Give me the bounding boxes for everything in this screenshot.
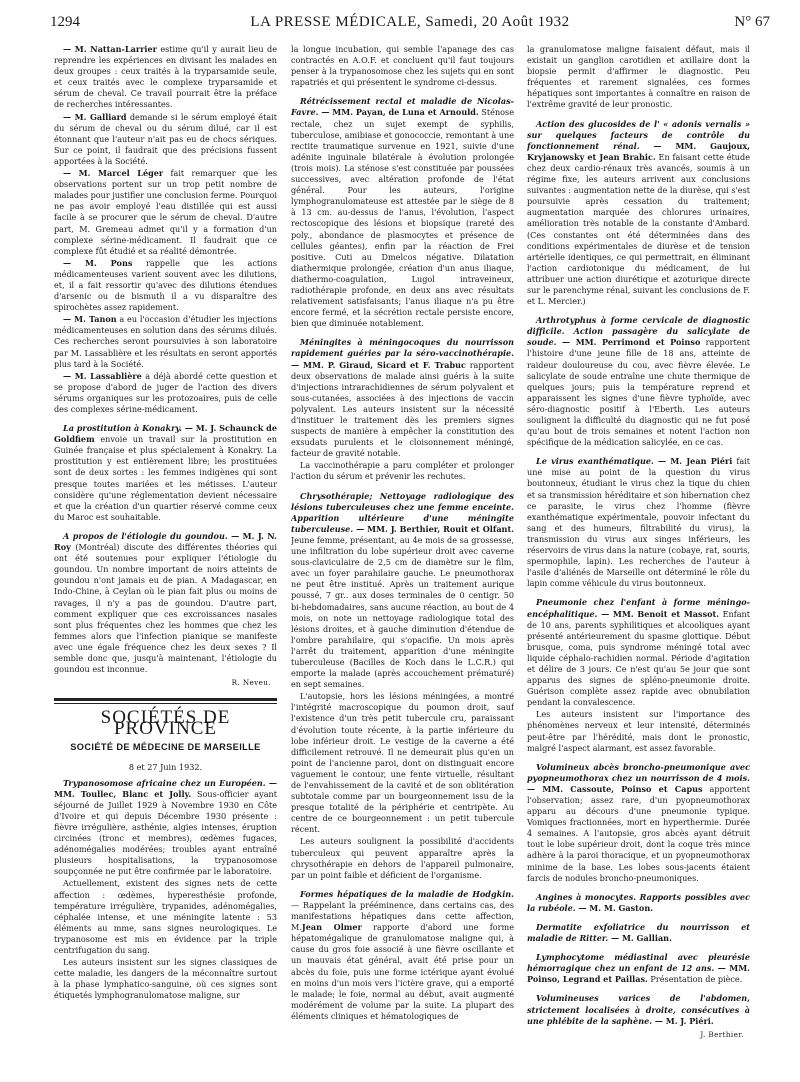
column-1	[54, 44, 277, 1074]
paragraph: Actuellement, existent des signes nets de cette affection : œdèmes, hyperesthésie profonde, température irrégulière, trypanides, adénomégalies, céphalée intense, et une méningite latente : 53 éléments au mme, sans signes neurologiques. Le trypanosome est mis en évidence par la triple centrifugation du sang.	[54, 878, 277, 956]
paragraph-text: rapportent l'histoire d'une jeune fille de 18 ans, atteinte de raideur douloureuse du cou, avec fièvre élevée. Le salicylate de soude entraîne une chute thermique de quelques jours; puis la température reprend et apparaissent les signes d'une fièvre typhoïde, avec séro-diagnostic positif à l'Eberth. Les auteurs soulignent la difficulté du diagnostic qui ne fut posé qu'au bout de trois semaines et notent l'action non spécifique de la médication salicylée, en ce cas.	[527, 337, 750, 448]
paragraph: la granulomatose maligne faisaient défaut, mais il existait un ganglion carotidien et axillaire dont la biopsie permit d'affirmer le diagnostic. Peu fréquentes et rarement signalées, ces formes hépatiques sont importantes à connaître en raison de l'extrême gravité de leur pronostic.	[527, 44, 750, 110]
paragraph-text: Sous-officier ayant séjourné de Juillet 1929 à Novembre 1930 en Côte d'Ivoire et qui depuis Décembre 1930 présente : fièvre irrégulière, asthénie, algies intenses, éruption circinées (tronc et membres), œdèmes fugaces, adénomégalies modérées; troubles ayant entraîné plusieurs hospitalisations, la trypanosomose soupçonnée ne put être confirmée par le laboratoire.	[54, 788, 277, 877]
author-names: — MM. Cassoute, Poinso et Capus	[527, 783, 703, 794]
paragraph-text: En faisant cette étude chez deux cardio-rénaux très avancés, soumis à un régime fixe, les auteurs arrivent aux conclusions suivantes : augmentation nette de la diurèse, qui s'est poursuivie après cessation du traitement; augmentation marquée des chlorures urinaires, amélioration très notable de la constante d'Ambard. (Ces constantes ont été déterminées dans des conditions expérimentales de diurèse et de tension artérielle identiques, ce qui permettrait, en éliminant l'action cardiotonique du médicament, de lui attribuer une action diurétique et azoturique directe sur le parenchyme rénal, suivant les conclusions de F. et L. Mercier.)	[527, 151, 750, 307]
communication-title: Trypanosomose africaine chez un Européen.	[63, 777, 266, 788]
paragraph-text: Sténose rectale, chez un sujet exempt de syphilis, tuberculose, amibiase et gonococcie, remontant à une rectite traumatique survenue en 1921, suivie d'une adénite inguinale bilatérale à évolution prolongée (trois mois). La sténose s'est constituée par poussées successives, avec altération profonde de l'état général. Pour les auteurs, l'origine lymphogranulomateuse est attestée par le siège de 8 à 13 cm. au-dessus de l'anus, l'évolution, l'aspect rectoscopique des lésions et biopsique (rareté des poly., abondance de plasmocytes et présence de cellules géantes), enfin par la réaction de Frei positive. Cuti au Dmelcos négative. Dilatation diathermique prolongée, création d'un anus iliaque, diathermo-coagulation, Lugol intraveineux, radiothérapie profonde, en deux ans avec résultats relativement satisfaisants; l'anus iliaque n'a pu être encore fermé, et la sécrétion rectale persiste encore, bien que diminuée notablement.	[291, 107, 514, 329]
communication-title: Le virus exanthématique.	[536, 456, 654, 467]
author-names: — M. Pons	[63, 257, 133, 268]
paragraph	[54, 423, 277, 523]
section-divider	[54, 698, 277, 704]
paragraph	[54, 44, 277, 111]
session-date: 8 et 27 Juin 1932.	[128, 761, 203, 772]
paragraph-text: Présentation de pièce.	[647, 974, 743, 985]
paragraph	[527, 922, 750, 944]
author-names: — MM. Perrimond et Poinso	[556, 337, 701, 348]
communication-title: Méningites à méningocoques du nourrisson rapidement guéries par la séro-vaccinothérapie.	[291, 337, 514, 359]
paragraph	[54, 371, 277, 415]
page-number: 1294	[50, 14, 80, 30]
paragraph-text: a eu l'occasion d'étudier les injections médicamenteuses en solution dans des sérums dilués. Ces recherches seront poursuivies à son laboratoire par M. Lassablière et les résultats en seront apportés plus tard à la Société.	[54, 314, 277, 369]
paragraph	[54, 112, 277, 167]
paragraph	[54, 168, 277, 257]
paragraph	[54, 258, 277, 313]
paragraph: la longue incubation, qui semble l'apanage des cas contractés en A.O.F. et concluent qu'il faut toujours penser à la trypanosomose chez les sujets qui en sont rapatriés et qui présentent le syndrome ci-dessus.	[291, 44, 514, 88]
paragraph	[527, 892, 750, 914]
paragraph: L'autopsie, hors les lésions méningées, a montré l'intégrité macroscopique du poumon droit, sauf l'existence d'un très petit tubercule cru, paraissant d'évolution toute récente, à la partie inférieure du lobe inférieur droit. Le vestige de la caverne a été difficilement retrouvé. Il ne demeurait plus qu'en un point de l'ancienne paroi, dont on distinguait encore vaguement le contour, une fente virtuelle, résultant de l'envahissement de la cavité et de son oblitération subtotale comme par un bourgeonnement issu de la presque totalité de la périphérie et centripète. Au centre de ce bourgeonnement : un petit tubercule récent.	[291, 691, 514, 835]
page-header	[50, 14, 770, 34]
paragraph: Les auteurs insistent sur l'importance des phénomènes nerveux et leur intensité, déterminés peut-être par l'hérédité, mais dont le pronostic, malgré l'aspect alarmant, est assez favorable.	[527, 709, 750, 753]
journal-title: LA PRESSE MÉDICALE, Samedi, 20 Août 1932	[250, 14, 570, 30]
author-names: — M. Jean Piéri	[653, 456, 733, 467]
paragraph	[291, 491, 514, 691]
paragraph-text: (Montréal) discute des différentes théories qui ont été soutenues pour expliquer l'étiologie du goundou. Un nombre important de noirs atteints de goundou n'ont jamais eu de pian. A Madagascar, en Indo-Chine, à Ceylan où le pian fait plus ou moins de ravages, il n'y a pas de goundou. D'autre part, comment expliquer que ces excroissances nasales sont plus fréquentes chez les hommes que chez les femmes alors que l'infection pianique se manifeste avec une égale fréquence chez les deux sexes ? Il semble donc que, jusqu'à maintenant, l'étiologie du goundou est inconnue.	[54, 542, 277, 675]
communication-title: Formes hépatiques de la maladie de Hodgkin.	[300, 888, 514, 899]
communication-title: Volumineuses varices de l'abdomen, strictement localisées à droite, consécutives à une phlébite de la saphène.	[527, 993, 750, 1026]
author-names: — MM. Payan, de Luna et Arnould.	[318, 107, 479, 118]
author-names: — MM. Gaujoux, Kryjanowsky et Jean Brahic.	[527, 140, 750, 162]
issue-number: N° 67	[734, 14, 770, 30]
communication-title: Dermatite exfoliatrice du nourrisson et maladie de Ritter.	[527, 921, 750, 944]
paragraph	[527, 952, 750, 985]
author-names: — MM. Benoit et Massot.	[597, 608, 720, 619]
paragraph-text: a déjà abordé cette question et se propose d'abord de juger de l'action des divers sérums organiques sur les protozoaires, puis de celle des complexes sérine-médicament.	[54, 370, 277, 414]
paragraph: Les auteurs soulignent la possibilité d'accidents tuberculeux qui peuvent apparaître après la chrysothérapie en dehors de l'appareil pulmonaire, par un point faible et déficient de l'organisme.	[291, 836, 514, 880]
author-names: — M. J. N. Roy	[54, 530, 277, 553]
paragraph: Les auteurs insistent sur les signes classiques de cette maladie, les dangers de la méconnaître surtout à la phase lymphatico-sanguine, où ces signes sont étiquetés lymphogranulomatose maligne, sur	[54, 957, 277, 1001]
paragraph-text: demande si le sérum employé était du sérum de cheval ou du sérum dilué, car il est étonnant que l'auteur n'ait pas eu de chocs sériques. Sur ce point, il faudrait que des précisions fussent apportées à la Société.	[54, 111, 277, 166]
paragraph-text: Jeune femme, présentant, au 4e mois de sa grossesse, une infiltration du lobe supérieur droit avec caverne sous-claviculaire de 2,5 cm de diamètre sur le film, avec un foyer parahilaire gauche. Le pneumothorax ne peut être institué. Après un traitement aurique poussé, 7 gr.. aux doses terminales de 0 centigr. 50 bi-hebdomadaires, sans aucune réaction, au bout de 4 mois, on note un nettoyage radiologique total des lésions droites, et à gauche diminution d'étendue de l'ombre parahilaire, qui s'opacifie. Un mois après l'arrêt du traitement, apparition d'une méningite tuberculeuse (Bacilles de Koch dans le L.C.R.) qui emporte la malade (après accouchement prématuré) en sept semaines.	[291, 534, 514, 690]
signature: R. Neveu.	[231, 678, 271, 688]
paragraph	[54, 531, 277, 675]
paragraph	[291, 889, 514, 1022]
author-names: — M. Tanon	[63, 314, 117, 325]
paragraph	[54, 314, 277, 369]
paragraph-text: rapportent deux observations de malade ainsi guéris à la suite d'injections intrarachidiennes de sérum polyvalent et sous-cutanées, associées à des injections de vaccin polyvalent. Les auteurs insistent sur la nécessité d'instituer le traitement dès les premiers signes suspects de manière à empêcher la constitution des exsudats purulents et le cloisonnement méningé, facteur de gravité notable.	[291, 359, 514, 459]
paragraph	[527, 762, 750, 884]
author-names: — M. Marcel Léger	[63, 168, 164, 179]
paragraph	[527, 119, 750, 308]
author-names: — M. Gallian.	[608, 933, 672, 944]
paragraph-text: estime qu'il y aurait lieu de reprendre les expériences en divisant les malades en deux groupes : ceux traités à la tryparsamide seule, et ceux traités avec le complexe tryparsamide et sérum de cheval. Ce travail pourrait être la préface de recherches intéressantes.	[54, 44, 277, 110]
paragraph	[527, 315, 750, 448]
author-names: Jean Olmer	[301, 922, 362, 933]
communication-title: Arthrotyphus à forme cervicale de diagnostic difficile. Action passagère du salicylate de soude.	[527, 315, 750, 348]
author-names: — MM. Poinso, Legrand et Paillas.	[527, 963, 750, 985]
communication-title: Rétrécissement rectal et maladie de Nicolas-Favre.	[291, 96, 514, 118]
communication-title: Volumineux abcès broncho-pneumonique avec pyopneumothorax chez un nourrisson de 4 mois.	[527, 761, 750, 783]
society-heading: SOCIÉTÉ DE MÉDECINE DE MARSEILLE	[70, 742, 261, 753]
communication-title: Lymphocytome médiastinal avec pleurésie hémorragique chez un enfant de 12 ans.	[527, 952, 750, 974]
paragraph-text: apportent l'observation; assez rare, d'un pyopneumothorax apparu au décours d'une pneumonie typique. Vomiques fractionnées, mort en hyperthermie. Durée 4 semaines. A l'autopsie, gros abcès ayant détruit tout le lobe supérieur droit, dont la coque très mince adhère à la paroi thoracique, et un pyopneumothorax minime de la base. Les lobes sous-jacents étaient farcis de nodules broncho-pneumoniques.	[527, 783, 750, 883]
author-names: — M. M. Gaston.	[575, 902, 654, 913]
communication-title: La prostitution à Konakry.	[63, 423, 182, 434]
author-names: — M. Lassablière	[63, 370, 142, 381]
paragraph-text: rapporte d'abord une forme hépatomégalique de granulomatose maligne qui, à cause du gros foie associé à une fièvre oscillante et un mauvais état général, avait été prise pour un abcès du foie, puis une forme ictérique ayant évolué en moins d'un mois vers l'ictère grave, qui a emporté le malade; le foie, normal au début, avait augmenté modérément de volume par la suite. La plupart des éléments cliniques et hématologiques de	[291, 922, 514, 1021]
paragraph	[527, 597, 750, 708]
communication-title: Angines à monocytes. Rapports possibles avec la rubéole.	[527, 891, 750, 913]
author-names: — MM. J. Berthier, Rouit et Olfant.	[353, 523, 514, 534]
author-names: — M. J. Piéri.	[652, 1015, 714, 1026]
column-3	[527, 44, 750, 1074]
paragraph-text: — Rappelant la prééminence, dans certains cas, des manifestations hépatiques dans cette affection, M.	[291, 899, 514, 933]
paragraph	[527, 456, 750, 589]
communication-title: Pneumonie chez l'enfant à forme méningo-encéphalitique.	[527, 597, 750, 619]
paragraph-text: Enfant de 10 ans, parents syphilitiques et alcooliques ayant présenté antérieurement du spasme glottique. Début brusque, coma, puis syndrome méningé total avec liquide céphalo-rachidien normal. Période d'agitation et délire de 3 jours. Ce n'est qu'au 5e jour que sont apparus des signes de spléno-pneumonie droite. Guérison complète assez rapide avec obnubilation pendant la convalescence.	[527, 608, 750, 708]
communication-title: A propos de l'étiologie du goundou.	[63, 530, 228, 541]
paragraph	[54, 778, 277, 878]
author-names: — M. Galliard	[63, 111, 127, 122]
paragraph: La vaccinothérapie a paru compléter et prolonger l'action du sérum et prévenir les rechutes.	[291, 460, 514, 482]
paragraph-text: fait remarquer que les observations portent sur un trop petit nombre de malades pour justifier une conclusion ferme. Pourquoi ne pas avoir employé l'eau distillée qui est aussi facile à se procurer que le sérum de cheval. D'autre part, M. Gremeau admet qu'il y a formation d'un complexe sérine-médicament. Il faudrait que ce complexe fût étudié et sa réalité démontrée.	[54, 168, 277, 256]
paragraph	[291, 96, 514, 329]
signature: J. Berthier.	[700, 1029, 744, 1039]
section-title: SOCIÉTÉS DE PROVINCE	[100, 707, 231, 740]
author-names: — M. J. Schaunck de Goldfiem	[54, 423, 277, 445]
communication-title: Action des glucosides de l' « adonis vernalis » sur quelques facteurs de contrôle du fonctionnement rénal.	[527, 118, 750, 151]
communication-title: Chrysothérapie; Nettoyage radiologique des lésions tuberculeuses chez une femme enceinte. Apparition ultérieure d'une méningite tuberculeuse.	[291, 490, 514, 534]
paragraph-text: rappelle que les actions médicamenteuses varient souvent avec les dilutions, et, il a fait ressortir qu'avec des dilutions étendues d'arsenic ou de bismuth il a vu disparaître des spirochètes assez rapidement.	[54, 257, 277, 313]
paragraph	[527, 993, 750, 1026]
paragraph-text: envoie un travail sur la prostitution en Guinée française et plus spécialement à Konakry. La prostitution y est entièrement libre; les prostituées sont de deux sortes : les femmes indigènes qui sont presque toutes mariées et les métisses. L'auteur considère qu'une réglementation devient nécessaire et que la création d'un quartier réservé comme ceux du Maroc est souhaitable.	[54, 434, 277, 522]
author-names: — MM. P. Giraud, Sicard et F. Trabuc	[291, 359, 466, 370]
paragraph	[291, 337, 514, 459]
paragraph-text: fait une mise au point de la question du virus boutonneux, étudiant le virus chez la tique du chien et sa transmission héréditaire et son hibernation chez ce parasite, le virus chez l'homme (fièvre exanthématique expérimentale, pouvoir infectant du sang et des humeurs, filtrabilité du virus), la transmission du virus aux singes inférieurs, les réservoirs de virus dans la nature (cobaye, rat, souris, spermophile, lapin). Les recherches de l'auteur à l'asile d'aliénés de Marseille ont déterminé le rôle du lapin comme véhicule du virus boutonneux.	[527, 456, 750, 589]
author-names: — M. Nattan-Larrier	[63, 44, 157, 54]
column-2	[291, 44, 514, 1074]
author-names: — MM. Toullec, Blanc et Jolly.	[54, 777, 277, 799]
